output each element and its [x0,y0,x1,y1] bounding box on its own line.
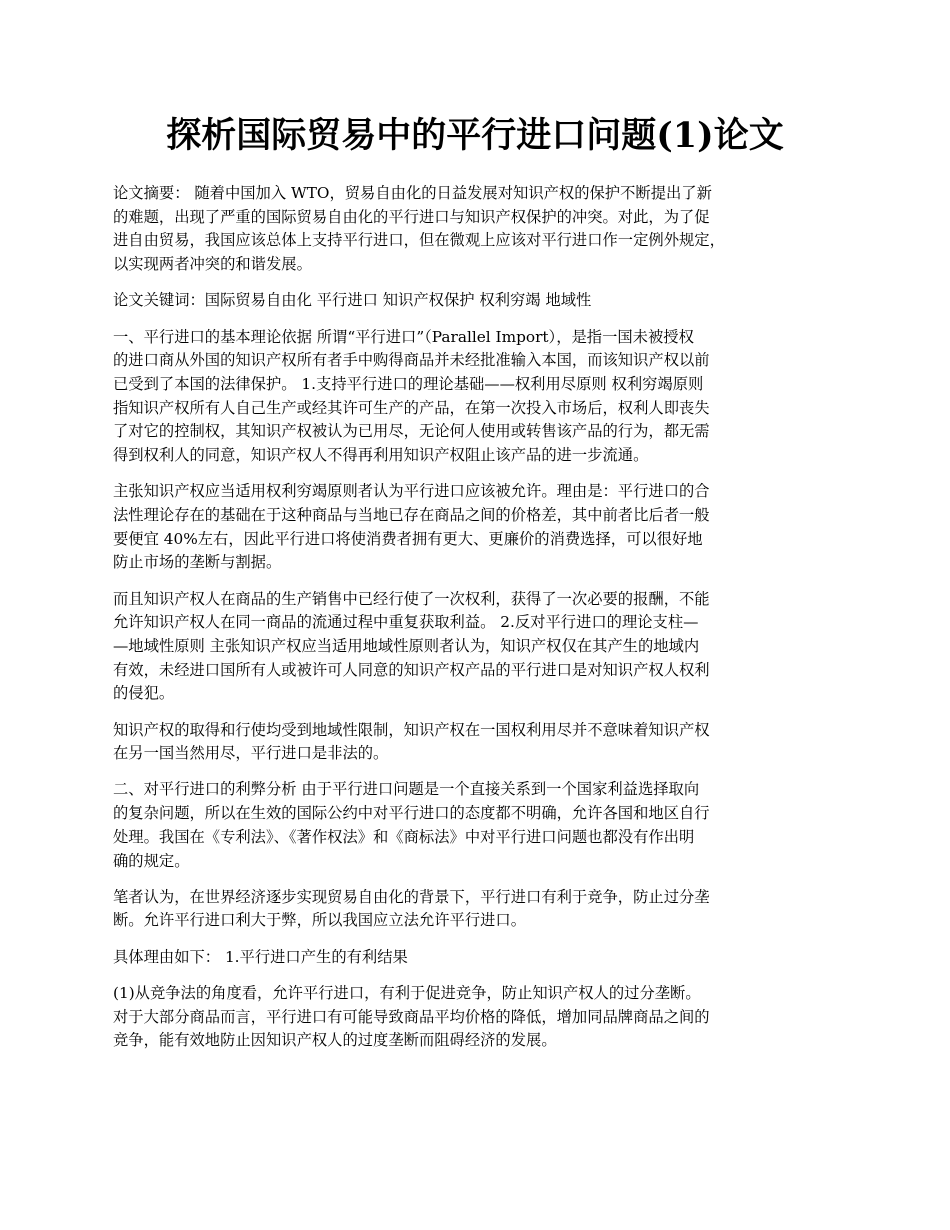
text-line: 在另一国当然用尽，平行进口是非法的。 [113,744,389,763]
abstract-paragraph [113,182,851,277]
text-line: 指知识产权所有人自己生产或经其许可生产的产品，在第一次投入市场后，权利人即丧失 [113,398,710,417]
text-line: 法性理论存在的基础在于这种商品与当地已存在商品之间的价格差，其中前者比后者一般 [113,505,710,524]
text-line: 已受到了本国的法律保护。 1.支持平行进口的理论基础——权利用尽原则 权利穷竭原则 [113,374,704,393]
text-line: 允许知识产权人在同一商品的流通过程中重复获取利益。 2.反对平行进口的理论支柱— [113,613,699,632]
text-line: 笔者认为，在世界经济逐步实现贸易自由化的背景下，平行进口有利于竞争，防止过分垄 [113,887,710,906]
text-line: 确的规定。 [113,851,190,870]
text-line: 的难题，出现了严重的国际贸易自由化的平行进口与知识产权保护的冲突。对此，为了促 [113,207,710,226]
text-line: 断。允许平行进口利大于弊，所以我国应立法允许平行进口。 [113,911,527,930]
text-line: 而且知识产权人在商品的生产销售中已经行使了一次权利，获得了一次必要的报酬，不能 [113,589,710,608]
text-line: 一、平行进口的基本理论依据 所谓“平行进口”（Parallel Import），是指一国未被授权 [113,327,694,346]
text-line: 了对它的控制权，其知识产权被认为已用尽，无论何人使用或转售该产品的行为，都无需 [113,422,710,441]
text-line: 得到权利人的同意，知识产权人不得再利用知识产权阻止该产品的进一步流通。 [113,446,649,465]
territorial-limit-paragraph [113,719,851,766]
text-line: 有效，未经进口国所有人或被许可人同意的知识产权产品的平行进口是对知识产权人权利 [113,660,710,679]
territoriality-paragraph [113,588,851,707]
document-body [113,182,851,1066]
text-line: 主张知识产权应当适用权利穷竭原则者认为平行进口应该被允许。理由是：平行进口的合 [113,482,710,501]
text-line: (1)从竞争法的角度看，允许平行进口，有利于促进竞争，防止知识产权人的过分垄断。 [113,983,701,1002]
author-view-paragraph [113,886,851,933]
text-line: —地域性原则 主张知识产权应当适用地域性原则者认为，知识产权仅在其产生的地域内 [113,636,700,655]
text-line: 以实现两者冲突的和谐发展。 [113,255,312,274]
section-one-paragraph [113,326,851,468]
text-line: 具体理由如下： 1.平行进口产生的有利结果 [113,947,408,966]
text-line: 防止市场的垄断与割据。 [113,553,282,572]
text-line: 的进口商从外国的知识产权所有者手中购得商品并未经批准输入本国，而该知识产权以前 [113,351,710,370]
exhaustion-paragraph [113,480,851,575]
text-line: 竞争，能有效地防止因知识产权人的过度垄断而阻碍经济的发展。 [113,1031,557,1050]
text-line: 二、对平行进口的利弊分析 由于平行进口问题是一个直接关系到一个国家利益选择取向 [113,780,700,799]
keywords-paragraph [113,289,851,313]
text-line: 的侵犯。 [113,684,175,703]
text-line: 的复杂问题，所以在生效的国际公约中对平行进口的态度都不明确，允许各国和地区自行 [113,804,710,823]
reasons-heading-paragraph [113,946,851,970]
text-line: 处理。我国在《专利法》、《著作权法》和《商标法》中对平行进口问题也都没有作出明 [113,827,695,846]
document-title: 探析国际贸易中的平行进口问题(1)论文 [166,115,784,156]
text-line: 知识产权的取得和行使均受到地域性限制，知识产权在一国权利用尽并不意味着知识产权 [113,720,710,739]
text-line: 对于大部分商品而言，平行进口有可能导致商品平均价格的降低，增加同品牌商品之间的 [113,1007,710,1026]
text-line: 论文关键词：国际贸易自由化 平行进口 知识产权保护 权利穷竭 地域性 [113,291,592,310]
text-line: 进自由贸易，我国应该总体上支持平行进口，但在微观上应该对平行进口作一定例外规定， [113,231,725,250]
competition-paragraph [113,982,851,1053]
section-two-paragraph [113,778,851,873]
text-line: 要便宜 40%左右，因此平行进口将使消费者拥有更大、更廉价的消费选择，可以很好地 [113,529,703,548]
text-line: 论文摘要： 随着中国加入 WTO，贸易自由化的日益发展对知识产权的保护不断提出了新 [113,184,712,202]
